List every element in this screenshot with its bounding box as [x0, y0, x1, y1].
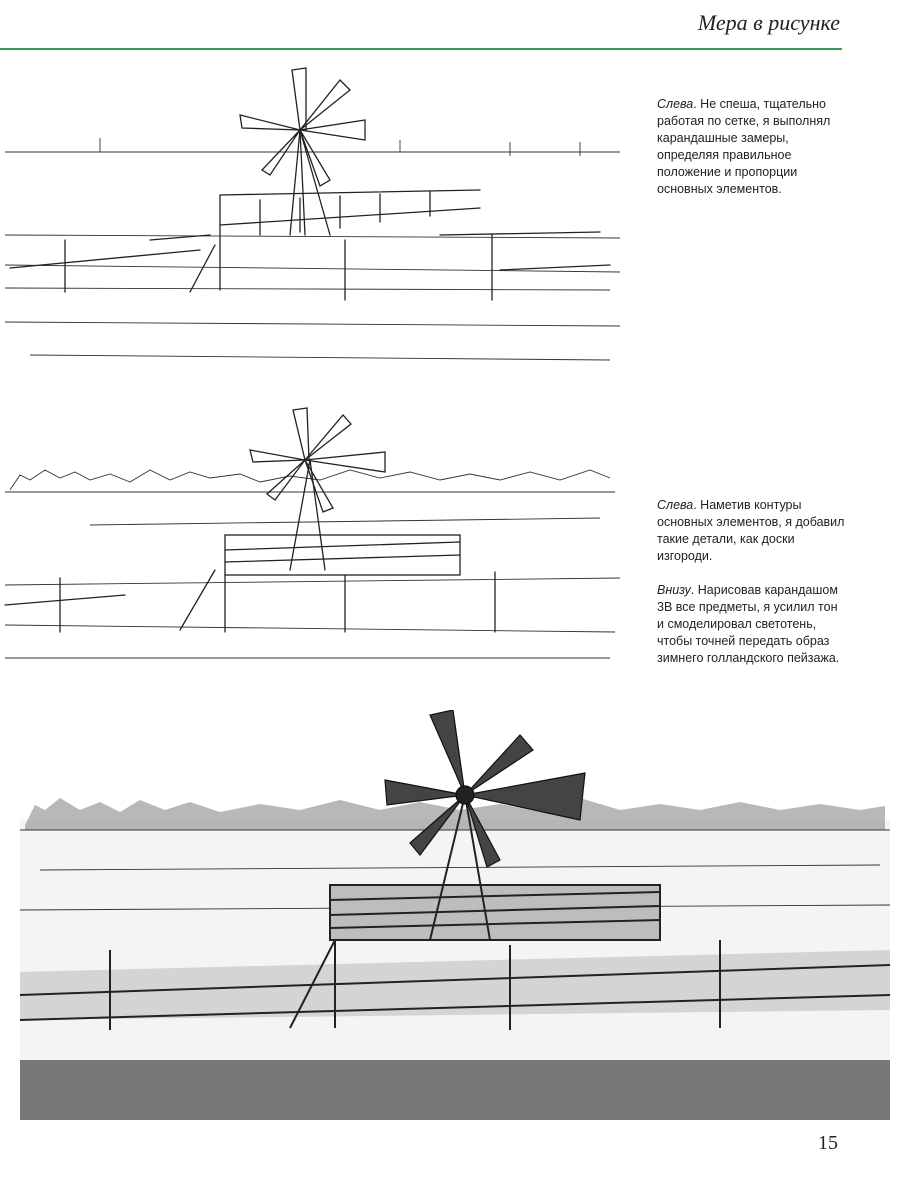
- sketch-grid-windmill: [0, 60, 640, 370]
- caption-second: [657, 497, 847, 577]
- caption-first-lead: Слева: [657, 97, 694, 111]
- sketch-contour-windmill: [0, 400, 640, 670]
- caption-third: [657, 582, 847, 679]
- page-header-title: Мера в рисунке: [697, 10, 840, 35]
- caption-second-lead: Слева: [657, 498, 694, 512]
- caption-third-lead: Внизу: [657, 583, 691, 597]
- header-divider: [0, 48, 842, 50]
- page-number: 15: [818, 1132, 838, 1154]
- finished-windmill-drawing: [20, 710, 890, 1125]
- caption-first-text: . Не спеша, тщательно работая по сетке, я выполнял карандашные замеры, определяя правильное положение и пропорции основных элементов.: [657, 97, 831, 196]
- caption-second-text: . Наметив контуры основных элементов, я добавил такие детали, как доски изгороди.: [657, 498, 845, 563]
- caption-third-text: . Нарисовав карандашом 3B все предметы, я усилил тон и смоделировал светотень, чтобы точней передать образ зимнего голландского пейзажа.: [657, 583, 840, 665]
- caption-first: [657, 96, 847, 210]
